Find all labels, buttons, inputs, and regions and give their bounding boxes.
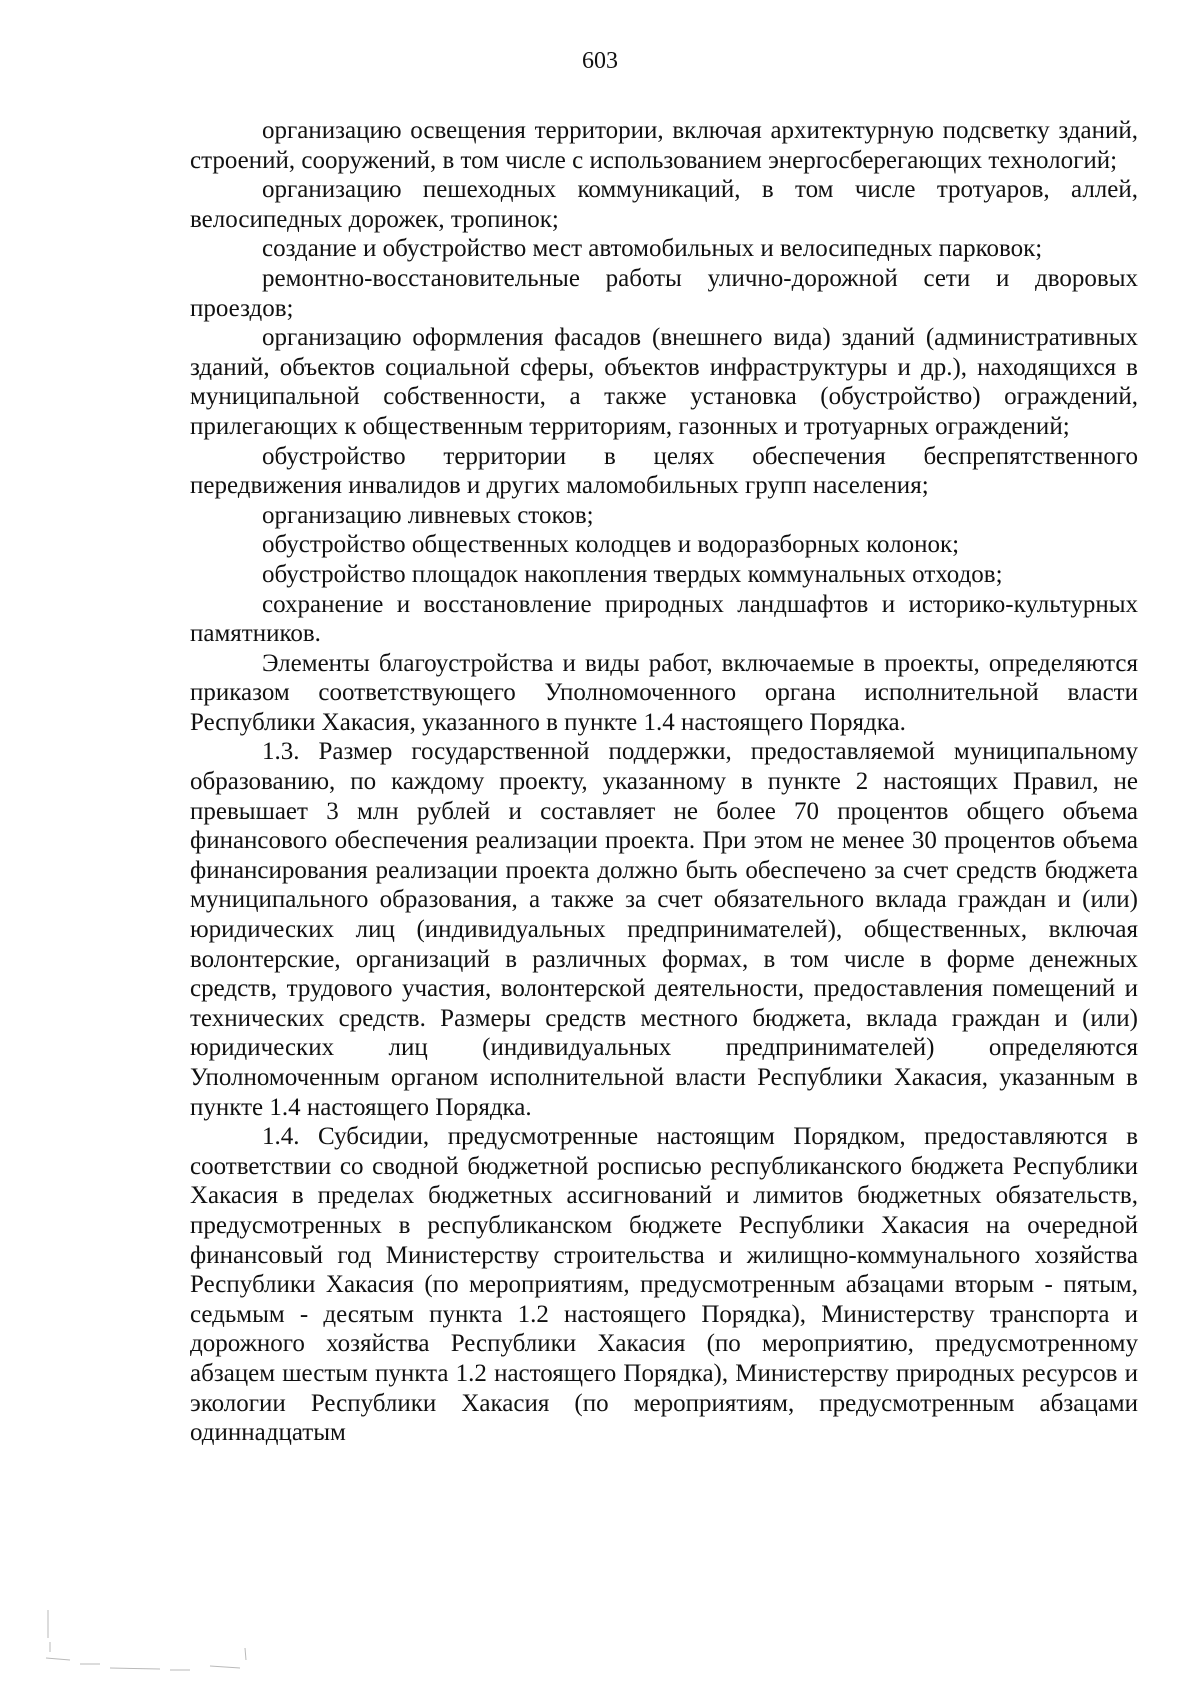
paragraph: Элементы благоустройства и виды работ, включаемые в проекты, определяются приказом соответствующего Уполномоченного органа исполнительной власти Республики Хакасия, указанного в пункте 1.4 настоящего Порядка. bbox=[190, 649, 1138, 736]
paragraph: организацию оформления фасадов (внешнего вида) зданий (административных зданий, объектов социальной сферы, объектов инфраструктуры и др.), находящихся в муниципальной собственности, а также установка (обустройство) ограждений, прилегающих к общественным территориям, газонных и тротуарных ограждений; bbox=[190, 324, 1138, 440]
paragraph: обустройство территории в целях обеспечения беспрепятственного передвижения инвалидов и других маломобильных групп населения; bbox=[190, 442, 1138, 500]
paragraph: создание и обустройство мест автомобильных и велосипедных парковок; bbox=[262, 235, 1043, 263]
paragraph: сохранение и восстановление природных ландшафтов и историко-культурных памятников. bbox=[190, 590, 1138, 648]
paragraph: организацию ливневых стоков; bbox=[262, 501, 594, 529]
page-number: 603 bbox=[582, 48, 618, 74]
document-body bbox=[190, 116, 1138, 1448]
scan-artifact-marks bbox=[40, 1608, 260, 1678]
paragraph: обустройство общественных колодцев и водоразборных колонок; bbox=[262, 531, 960, 559]
paragraph: ремонтно-восстановительные работы улично-дорожной сети и дворовых проездов; bbox=[190, 264, 1138, 322]
paragraph: организацию пешеходных коммуникаций, в том числе тротуаров, аллей, велосипедных дорожек, тропинок; bbox=[190, 176, 1138, 233]
paragraph: 1.3. Размер государственной поддержки, предоставляемой муниципальному образованию, по каждому проекту, указанному в пункте 2 настоящих Правил, не превышает 3 млн рублей и составляет не более 70 процентов общего объема финансового обеспечения реализации проекта. При этом не менее 30 процентов объема финансирования реализации проекта должно быть обеспечено за счет средств бюджета муниципального образования, а также за счет обязательного вклада граждан и (или) юридических лиц (индивидуальных предпринимателей), общественных, включая волонтерские, организаций в различных формах, в том числе в форме денежных средств, трудового участия, волонтерской деятельности, предоставления помещений и технических средств. Размеры средств местного бюджета, вклада граждан и (или) юридических лиц (индивидуальных предпринимателей) определяются Уполномоченным органом исполнительной власти Республики Хакасия, указанным в пункте 1.4 настоящего Порядка. bbox=[190, 738, 1138, 1121]
paragraph: обустройство площадок накопления твердых коммунальных отходов; bbox=[262, 560, 1003, 588]
paragraph: 1.4. Субсидии, предусмотренные настоящим Порядком, предоставляются в соответствии со сводной бюджетной росписью республиканского бюджета Республики Хакасия в пределах бюджетных ассигнований и лимитов бюджетных обязательств, предусмотренных в республиканском бюджете Республики Хакасия на очередной финансовый год Министерству строительства и жилищно-коммунального хозяйства Республики Хакасия (по мероприятиям, предусмотренным абзацами вторым - пятым, седьмым - десятым пункта 1.2 настоящего Порядка), Министерству транспорта и дорожного хозяйства Республики Хакасия (по мероприятию, предусмотренному абзацем шестым пункта 1.2 настоящего Порядка), Министерству природных ресурсов и экологии Республики Хакасия (по мероприятиям, предусмотренным абзацами одиннадцатым bbox=[190, 1123, 1138, 1447]
paragraph: организацию освещения территории, включая архитектурную подсветку зданий, строений, сооружений, в том числе с использованием энергосберегающих технологий; bbox=[190, 117, 1138, 174]
